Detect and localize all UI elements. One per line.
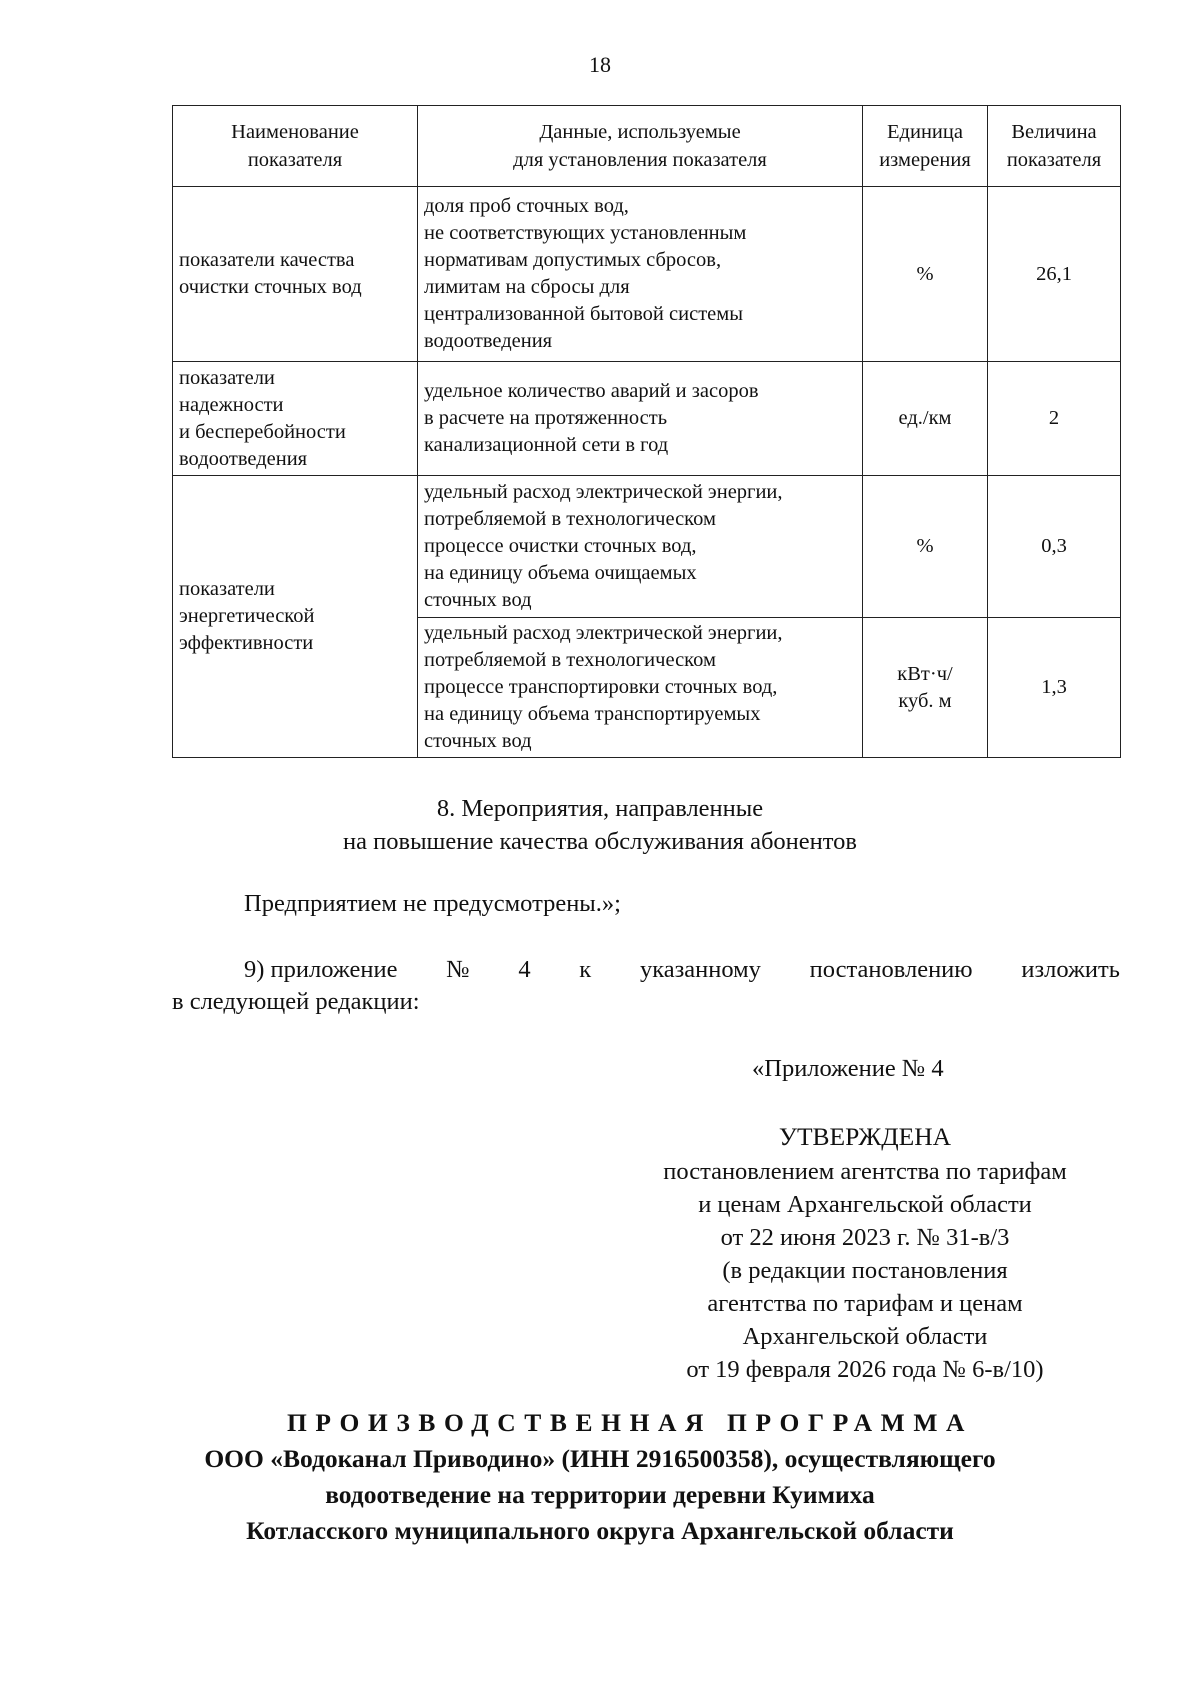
item-9-word: к	[579, 956, 592, 983]
item-9-line-1	[172, 954, 1120, 986]
item-9-word: 4	[518, 956, 531, 983]
text-line: надежности	[179, 393, 284, 416]
header-unit	[863, 106, 988, 187]
text-line: кВт·ч/	[897, 662, 953, 685]
text-line: сточных вод	[424, 730, 532, 752]
text-line: процессе транспортировки сточных вод,	[424, 676, 778, 698]
text-line: на единицу объема транспортируемых	[424, 703, 761, 725]
text-line: показатели качества	[179, 249, 355, 271]
text-line: в расчете на протяженность	[424, 407, 668, 429]
text-line: показатели	[179, 578, 275, 600]
text-line: на повышение качества обслуживания абонентов	[343, 828, 857, 855]
program-title: ПРОИЗВОДСТВЕННАЯ ПРОГРАММА	[286, 1408, 974, 1437]
row-value: 2	[988, 362, 1121, 476]
text-line: измерения	[879, 149, 971, 171]
row-name	[173, 362, 418, 476]
row-desc	[418, 362, 863, 476]
text-line: агентства по тарифам и ценам	[707, 1290, 1023, 1317]
text-line: и ценам Архангельской области	[698, 1191, 1032, 1218]
text-line: потребляемой в технологическом	[424, 508, 716, 530]
header-data	[418, 106, 863, 187]
text-line: сточных вод	[424, 589, 532, 611]
text-line: ООО «Водоканал Приводино» (ИНН 2916500358), осуществляющего	[204, 1444, 996, 1473]
text-line: на единицу объема очищаемых	[424, 562, 697, 584]
text-line: Наименование	[231, 121, 359, 143]
text-line: удельное количество аварий и засоров	[424, 380, 759, 402]
section-8-title	[0, 792, 1200, 858]
page-number: 18	[589, 52, 611, 77]
approval-block	[615, 1120, 1115, 1386]
text-line: процессе очистки сточных вод,	[424, 535, 697, 557]
text-line: канализационной сети в год	[424, 434, 669, 456]
row-desc	[418, 618, 863, 758]
section-8-text: Предприятием не предусмотрены.»;	[244, 890, 621, 917]
text-line: показателя	[1006, 149, 1102, 171]
row-value: 1,3	[988, 618, 1121, 758]
text-line: не соответствующих установленным	[424, 222, 747, 244]
program-title-block	[0, 1405, 1200, 1549]
item-9-word: указанному	[639, 956, 761, 983]
text-line: доля проб сточных вод,	[424, 195, 629, 217]
text-line: и бесперебойности	[179, 420, 346, 443]
header-value	[988, 106, 1121, 187]
text-line: Котласского муниципального округа Архангельской области	[246, 1516, 954, 1545]
text-line: (в редакции постановления	[722, 1257, 1008, 1284]
text-line: лимитам на сбросы для	[424, 276, 630, 298]
text-line: %	[916, 262, 934, 285]
item-9-word: 9) приложение	[244, 956, 398, 983]
text-line: 8. Мероприятия, направленные	[436, 795, 764, 822]
text-line: водоотведения	[179, 447, 308, 470]
header-name	[173, 106, 418, 187]
table-row	[173, 187, 1121, 362]
text-line: от 19 февраля 2026 года № 6-в/10)	[686, 1356, 1044, 1383]
item-9-word: постановлению	[809, 956, 973, 983]
row-unit	[863, 362, 988, 476]
approval-lines	[615, 1155, 1115, 1386]
row-name	[173, 187, 418, 362]
text-line: показателя	[247, 149, 343, 171]
text-line: энергетической	[179, 605, 315, 627]
text-line: нормативам допустимых сбросов,	[424, 249, 722, 271]
row-unit	[863, 187, 988, 362]
text-line: Единица	[887, 121, 963, 143]
item-9-word: №	[446, 956, 470, 983]
text-line: Величина	[1011, 121, 1097, 143]
row-unit	[863, 618, 988, 758]
text-line: для установления показателя	[513, 149, 767, 171]
text-line: Данные, используемые	[539, 121, 741, 143]
row-desc	[418, 187, 863, 362]
table-header-row	[173, 106, 1121, 187]
item-9-word: изложить	[1021, 956, 1120, 983]
row-value: 0,3	[988, 476, 1121, 618]
row-value: 26,1	[988, 187, 1121, 362]
text-line: очистки сточных вод	[179, 276, 362, 298]
table-row	[173, 476, 1121, 618]
text-line: Архангельской области	[742, 1323, 988, 1350]
text-line: показатели	[179, 366, 275, 389]
indicators-table	[172, 105, 1121, 758]
text-line: водоотведения	[424, 330, 553, 352]
text-line: от 22 июня 2023 г. № 31-в/3	[720, 1224, 1010, 1251]
text-line: постановлением агентства по тарифам	[663, 1158, 1067, 1185]
text-line: потребляемой в технологическом	[424, 649, 716, 671]
text-line: %	[916, 535, 934, 557]
row-desc	[418, 476, 863, 618]
text-line: удельный расход электрической энергии,	[424, 481, 783, 503]
text-line: централизованной бытовой системы	[424, 303, 744, 325]
text-line: куб. м	[898, 689, 952, 712]
row-name	[173, 476, 418, 758]
approval-heading: УТВЕРЖДЕНА	[778, 1122, 952, 1151]
item-9-line-2: в следующей редакции:	[172, 988, 420, 1015]
row-unit	[863, 476, 988, 618]
text-line: удельный расход электрической энергии,	[424, 622, 783, 644]
appendix-label: «Приложение № 4	[752, 1055, 944, 1082]
table-row	[173, 362, 1121, 476]
text-line: эффективности	[179, 632, 314, 654]
text-line: ед./км	[898, 407, 952, 429]
program-subtitle	[0, 1441, 1200, 1549]
text-line: водоотведение на территории деревни Куимиха	[325, 1480, 875, 1509]
item-9-paragraph	[172, 954, 1120, 1018]
